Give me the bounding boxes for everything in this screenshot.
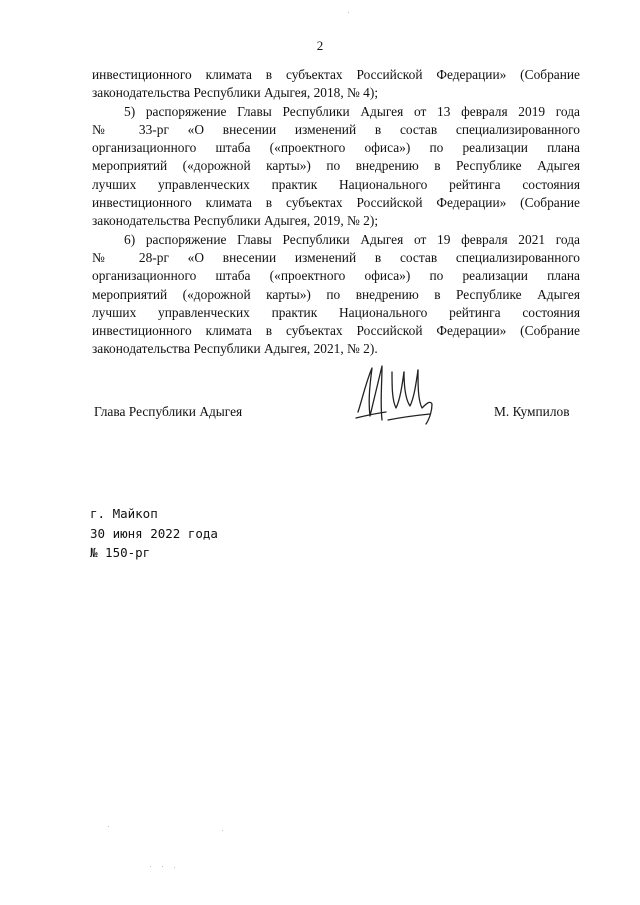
scan-speck [348, 12, 349, 13]
document-number: № 150-рг [90, 545, 151, 560]
handwritten-signature [352, 360, 442, 430]
text-line: лучших управленческих практик Национального рейтинга состояния [92, 304, 580, 320]
text-line: законодательства Республики Адыгея, 2018, № 4); [92, 85, 379, 101]
scan-speck [222, 830, 223, 831]
text-line: законодательства Республики Адыгея, 2021, № 2). [92, 341, 378, 357]
text-line: 6) распоряжение Главы Республики Адыгея от 19 февраля 2021 года [124, 231, 580, 247]
scan-speck [150, 866, 151, 867]
text-line: мероприятий («дорожной карты») по внедрению в Республике Адыгея [92, 286, 580, 302]
text-line: инвестиционного климата в субъектах Российской Федерации» (Собрание [92, 67, 580, 82]
text-line: 5) распоряжение Главы Республики Адыгея от 13 февраля 2019 года [124, 103, 580, 119]
document-body [92, 66, 580, 359]
scan-speck [162, 866, 163, 867]
paragraph-item-6 [92, 231, 580, 359]
scan-speck [108, 826, 109, 827]
document-footer [90, 504, 218, 563]
text-line: организационного штаба («проектного офиса») по реализации плана [92, 140, 580, 156]
page-number: 2 [316, 38, 324, 53]
signatory-name: М. Кумпилов [494, 404, 570, 419]
signatory-title: Глава Республики Адыгея [94, 404, 243, 419]
text-line: лучших управленческих практик Национального рейтинга состояния [92, 176, 580, 192]
text-line: мероприятий («дорожной карты») по внедрению в Республике Адыгея [92, 158, 580, 174]
text-line: № 33-рг «О внесении изменений в состав специализированного [92, 121, 580, 137]
text-line: инвестиционного климата в субъектах Российской Федерации» (Собрание [92, 323, 580, 339]
paragraph-item-5 [92, 103, 580, 231]
text-line: организационного штаба («проектного офиса») по реализации плана [92, 268, 580, 284]
city-line: г. Майкоп [90, 506, 158, 521]
scan-speck [174, 867, 175, 868]
text-line: законодательства Республики Адыгея, 2019, № 2); [92, 213, 379, 229]
text-line: № 28-рг «О внесении изменений в состав специализированного [92, 249, 580, 265]
date-line: 30 июня 2022 года [90, 525, 218, 541]
paragraph-continuation [92, 66, 580, 103]
text-line: инвестиционного климата в субъектах Российской Федерации» (Собрание [92, 195, 580, 211]
